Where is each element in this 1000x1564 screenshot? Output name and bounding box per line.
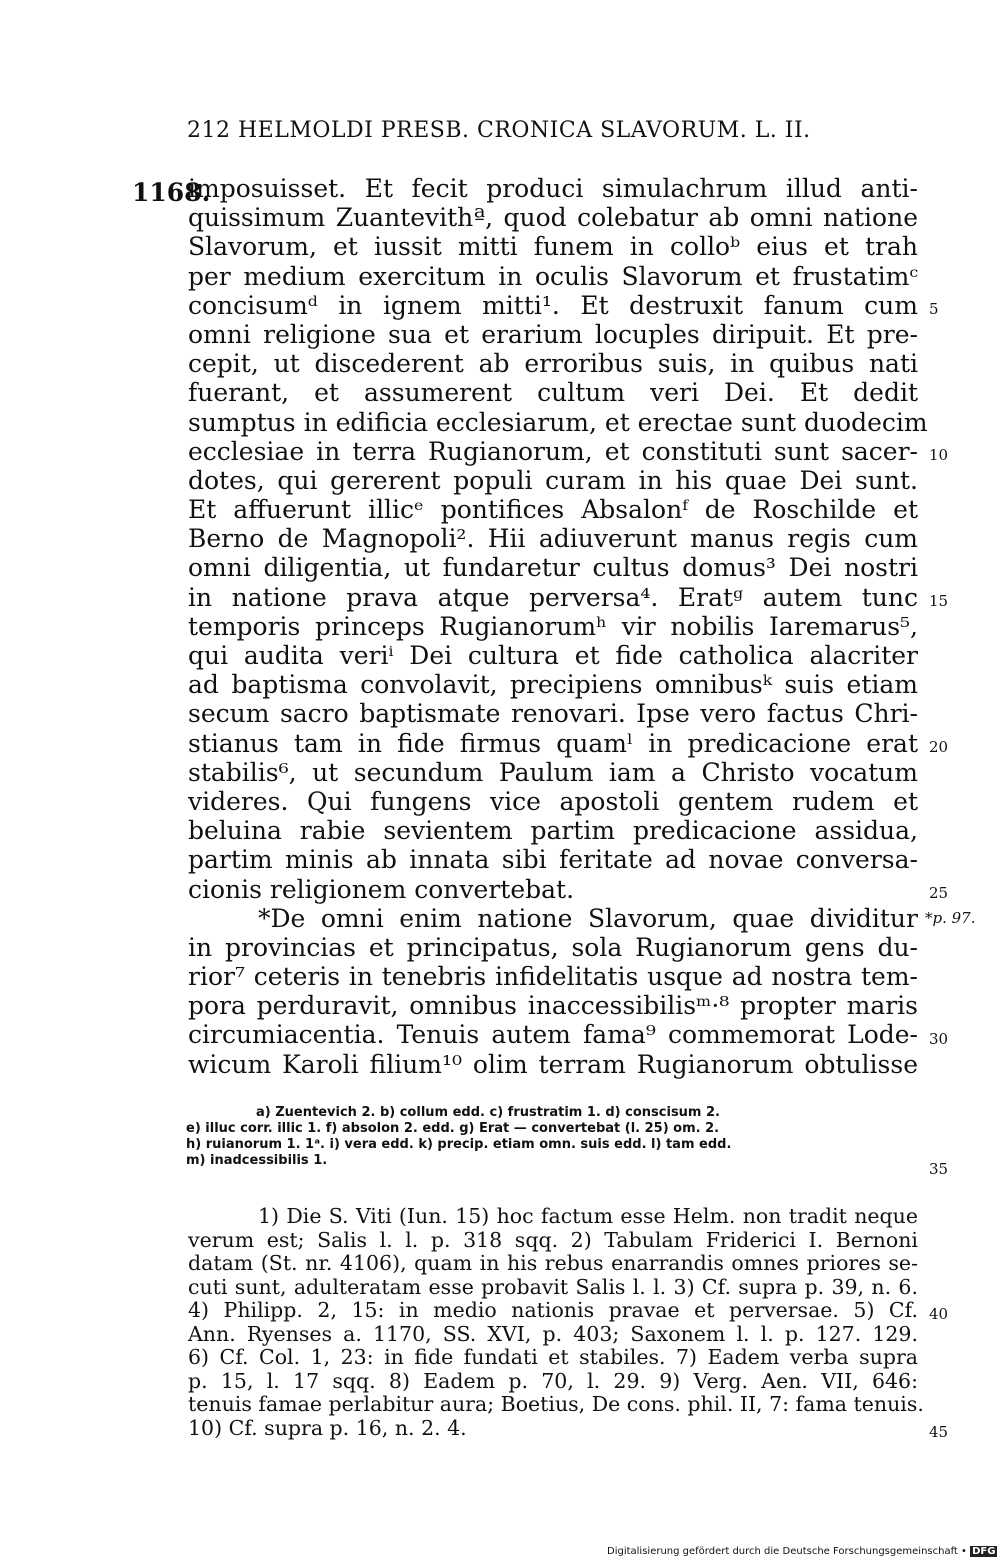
text-line: circumiacentia. Tenuis autem fama⁹ commemorat Lode- [188,1020,918,1050]
variant-note-line: h) ruianorum 1. 1ᵃ. i) vera edd. k) precip. etiam omn. suis edd. l) tam edd. [186,1137,732,1152]
running-header: 212 HELMOLDI PRESB. CRONICA SLAVORUM. L. II. [187,118,811,143]
text-line: cionis religionem convertebat. [188,874,575,904]
page-reference: *p. 97. [925,909,976,927]
text-line: stabilis⁶, ut secundum Paulum iam a Christo vocatum [188,757,918,787]
text-line: videres. Qui fungens vice apostoli gentem rudem et [188,786,918,816]
text-line: pora perduravit, omnibus inaccessibilisᵐ·⁸ propter maris [188,991,918,1021]
text-line: wicum Karoli filium¹⁰ olim terram Rugianorum obtulisse [188,1049,918,1079]
text-line: dotes, qui gererent populi curam in his quae Dei sunt. [188,465,918,495]
text-line: in provincias et principatus, sola Rugianorum gens du- [188,932,918,962]
text-line: omni diligentia, ut fundaretur cultus domus³ Dei nostri [188,553,918,583]
text-line: beluina rabie sevientem partim predicacione assidua, [188,816,918,846]
text-line: in natione prava atque perversa⁴. Eratᵍ autem tunc [188,582,918,612]
text-line: sumptus in edificia ecclesiarum, et erectae sunt duodecim [188,407,928,437]
footnotes [188,1204,924,1440]
text-line: temporis princeps Rugianorumʰ vir nobilis Iaremarus⁵, [188,611,918,641]
main-text [188,174,928,1079]
digitization-credit [607,1546,996,1557]
text-line: Et affuerunt illicᵉ pontifices Absalonᶠ de Roschilde et [188,495,918,525]
footnote-line: 10) Cf. supra p. 16, n. 2. 4. [188,1415,467,1440]
footnote-line: 4) Philipp. 2, 15: in medio nationis pravae et perversae. 5) Cf. [188,1298,918,1322]
text-line: Berno de Magnopoli². Hii adiuverunt manus regis cum [188,524,918,554]
footnote-line: cuti sunt, adulteratam esse probavit Salis l. l. 3) Cf. supra p. 39, n. 6. [188,1274,918,1299]
text-line: ad baptisma convolavit, precipiens omnibusᵏ suis etiam [188,670,918,700]
footnote-line: p. 15, l. 17 sqq. 8) Eadem p. 70, l. 29. 9) Verg. Aen. VII, 646: [188,1368,918,1393]
variant-note-line: a) Zuentevich 2. b) collum edd. c) frustratim 1. d) conscisum 2. [256,1105,720,1120]
text-line: partim minis ab innata sibi feritate ad novae conversa- [188,845,918,875]
footnote-line: Ann. Ryenses a. 1170, SS. XVI, p. 403; Saxonem l. l. p. 127. 129. [188,1321,918,1346]
line-number: 20 [929,738,949,756]
text-line: qui audita veriⁱ Dei cultura et fide catholica alacriter [188,641,918,670]
variant-note-line: m) inadcessibilis 1. [186,1153,328,1168]
text-line: Slavorum, et iussit mitti funem in colloᵇ eius et trah [188,232,918,262]
credit-text: Digitalisierung gefördert durch die Deutsche Forschungsgemeinschaft • [607,1546,967,1557]
footnote-line: datam (St. nr. 4106), quam in his rebus enarrandis omnes priores se- [188,1251,918,1275]
year-marker: 1168. [132,178,211,207]
line-number: 15 [929,592,949,610]
text-line: *De omni enim natione Slavorum, quae dividitur [258,903,918,933]
line-number: 5 [929,300,939,318]
footnote-line: tenuis famae perlabitur aura; Boetius, De cons. phil. II, 7: fama tenuis. [188,1392,924,1416]
text-line: secum sacro baptismate renovari. Ipse vero factus Chri- [188,699,918,729]
footnote-line: verum est; Salis l. l. p. 318 sqq. 2) Tabulam Friderici I. Bernoni [188,1227,918,1252]
line-number: 10 [929,446,949,464]
text-line: fuerant, et assumerent cultum veri Dei. Et dedit [188,378,918,408]
text-line: per medium exercitum in oculis Slavorum et frustatimᶜ [188,261,918,291]
line-number: 25 [929,884,949,902]
text-line: stianus tam in fide firmus quamˡ in predicacione erat [188,728,918,758]
variant-notes [186,1105,918,1169]
line-number: 30 [929,1030,949,1048]
text-line: cepit, ut discederent ab erroribus suis, in quibus nati [188,349,918,379]
text-line: ecclesiae in terra Rugianorum, et constituti sunt sacer- [188,436,918,466]
variant-note-line: e) illuc corr. illic 1. f) absolon 2. edd. g) Erat — convertebat (l. 25) om. 2. [186,1121,720,1136]
text-line: imposuisset. Et fecit produci simulachrum illud anti- [188,174,918,203]
text-line: quissimum Zuantevithª, quod colebatur ab omni natione [188,203,918,233]
line-number: 35 [929,1160,949,1178]
text-line: concisumᵈ in ignem mitti¹. Et destruxit fanum cum [188,290,918,320]
footnote-line: 1) Die S. Viti (Iun. 15) hoc factum esse Helm. non tradit neque [258,1204,918,1228]
dfg-logo: DFG [972,1546,996,1557]
text-line: rior⁷ ceteris in tenebris infidelitatis usque ad nostra tem- [188,962,918,992]
footnote-line: 6) Cf. Col. 1, 23: in fide fundati et stabiles. 7) Eadem verba supra [188,1345,918,1369]
line-number: 45 [929,1423,949,1441]
text-line: omni religione sua et erarium locuples diripuit. Et pre- [188,319,918,349]
line-number: 40 [929,1305,949,1323]
